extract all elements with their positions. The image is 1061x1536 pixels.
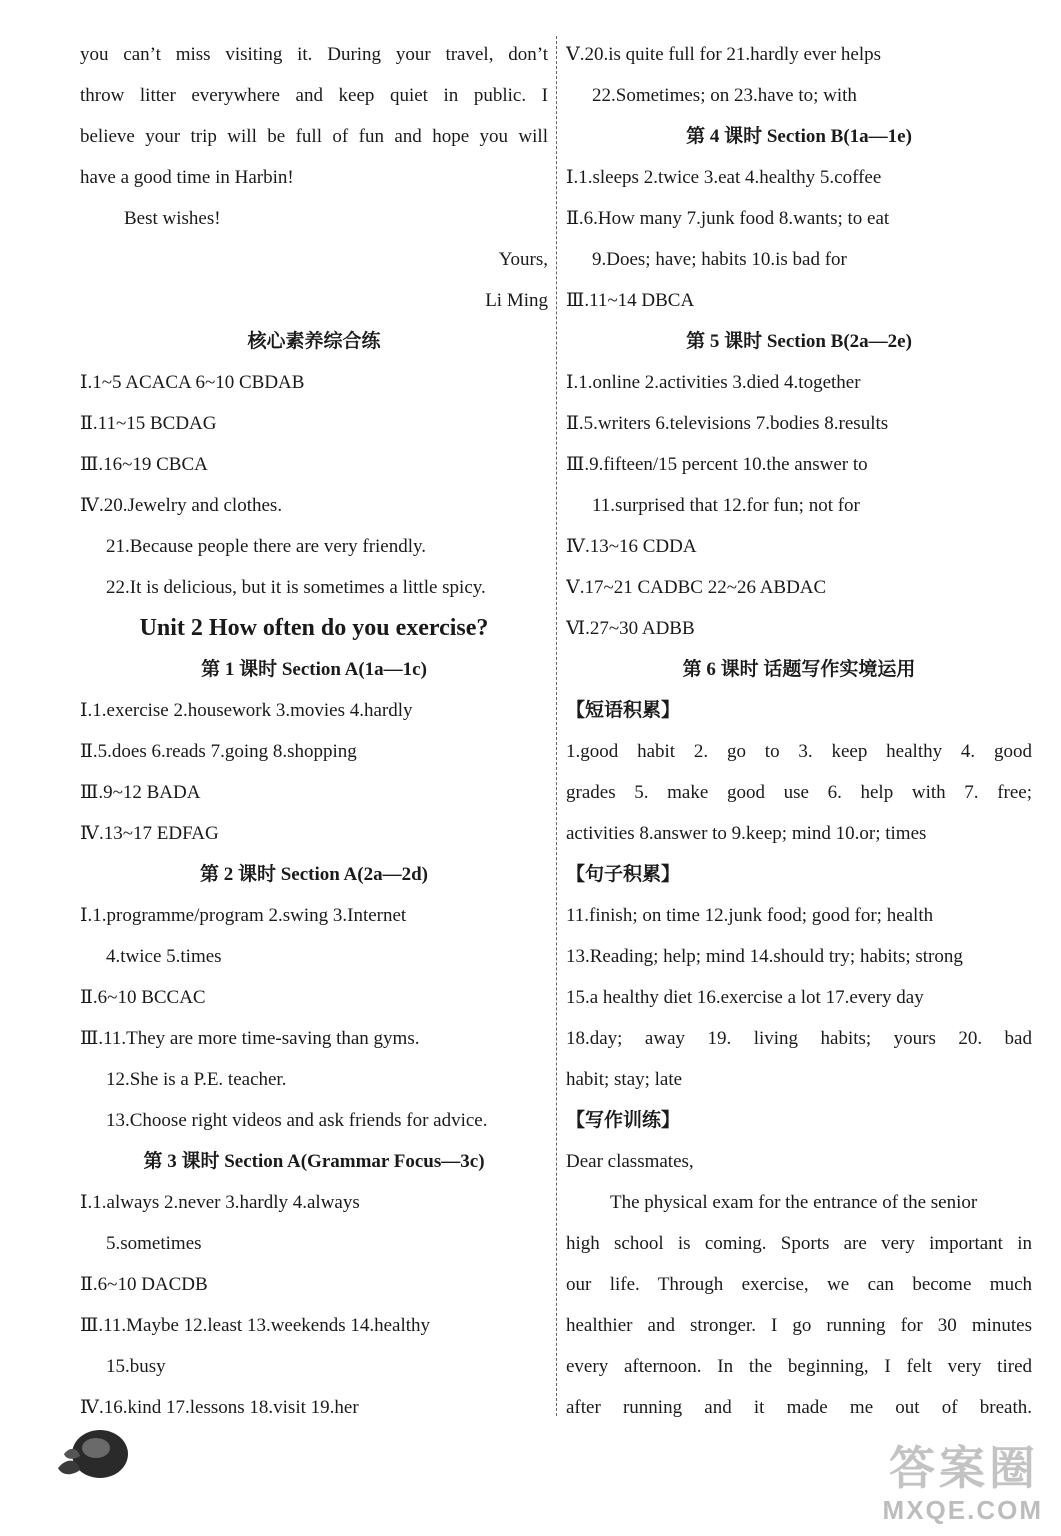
answer-line: 11.surprised that 12.for fun; not for [592,495,860,516]
watermark-logo-text: 答案圈 [889,1441,1039,1495]
answer-line: 21.Because people there are very friendly. [106,536,427,557]
answer-line: Ⅳ.16.kind 17.lessons 18.visit 19.her [80,1397,359,1418]
essay-line: healthier and stronger. I go running for 30 minutes [566,1315,1032,1336]
answer-line: 13.Reading; help; mind 14.should try; habits; strong [566,946,963,967]
answer-line: 4.twice 5.times [106,946,222,967]
answer-line: 12.She is a P.E. teacher. [106,1069,287,1090]
answer-line: Ⅰ.1.exercise 2.housework 3.movies 4.hardly [80,700,413,721]
lesson-heading: 第 3 课时 Section A(Grammar Focus—3c) [143,1151,485,1172]
answer-line: Ⅲ.16~19 CBCA [80,454,208,475]
answer-line: Ⅰ.1.sleeps 2.twice 3.eat 4.healthy 5.coffee [566,167,882,188]
answer-line: Ⅴ.17~21 CADBC 22~26 ABDAC [566,577,827,598]
essay-greeting: Dear classmates, [566,1151,694,1172]
answer-line: Ⅲ.11~14 DBCA [566,290,695,311]
answer-line: 1.good habit 2. go to 3. keep healthy 4. good [566,741,1032,762]
answer-line: Ⅴ.20.is quite full for 21.hardly ever helps [566,44,882,65]
answer-line: Ⅱ.5.does 6.reads 7.going 8.shopping [80,741,357,762]
answer-line: Ⅰ.1.programme/program 2.swing 3.Internet [80,905,407,926]
essay-line: after running and it made me out of breath. [566,1397,1032,1418]
answer-line: 11.finish; on time 12.junk food; good for; health [566,905,934,926]
page-ornament-icon [50,1418,132,1488]
letter-line: you can’t miss visiting it. During your travel, don’t [80,44,548,65]
answer-line: Ⅳ.20.Jewelry and clothes. [80,495,283,516]
letter-closing: Best wishes! [124,208,221,229]
answer-line: Ⅳ.13~17 EDFAG [80,823,219,844]
answer-line: habit; stay; late [566,1069,683,1090]
lesson-heading: 第 4 课时 Section B(1a—1e) [686,126,912,147]
answer-line: grades 5. make good use 6. help with 7. free; [566,782,1032,803]
answer-line: 15.busy [106,1356,166,1377]
right-column [566,34,1032,1428]
answer-line: 22.It is delicious, but it is sometimes a little spicy. [106,577,486,598]
subsection-label: 【句子积累】 [566,864,681,885]
lesson-heading: 第 1 课时 Section A(1a—1c) [201,659,427,680]
answer-line: Ⅲ.11.They are more time-saving than gyms. [80,1028,420,1049]
lesson-heading: 第 5 课时 Section B(2a—2e) [686,331,912,352]
left-column [80,34,548,1428]
answer-line: Ⅰ.1.online 2.activities 3.died 4.together [566,372,861,393]
answer-line: Ⅱ.11~15 BCDAG [80,413,217,434]
answer-line: 18.day; away 19. living habits; yours 20. bad [566,1028,1032,1049]
answer-line: 22.Sometimes; on 23.have to; with [592,85,857,106]
essay-line: our life. Through exercise, we can become much [566,1274,1032,1295]
answer-line: Ⅲ.9.fifteen/15 percent 10.the answer to [566,454,868,475]
column-divider [556,36,557,1416]
answer-line: Ⅱ.6.How many 7.junk food 8.wants; to eat [566,208,890,229]
answer-line: Ⅵ.27~30 ADBB [566,618,695,639]
letter-line: believe your trip will be full of fun and hope you will [80,126,548,147]
lesson-heading: 第 6 课时 话题写作实境运用 [682,659,916,680]
answer-line: 5.sometimes [106,1233,202,1254]
letter-line: have a good time in Harbin! [80,167,294,188]
letter-signoff: Yours, [498,249,548,270]
essay-line: every afternoon. In the beginning, I felt very tired [566,1356,1032,1377]
answer-line: Ⅳ.13~16 CDDA [566,536,697,557]
answer-line: 13.Choose right videos and ask friends for advice. [106,1110,488,1131]
answer-line: Ⅱ.6~10 DACDB [80,1274,208,1295]
answer-line: 9.Does; have; habits 10.is bad for [592,249,847,270]
answer-line: Ⅱ.5.writers 6.televisions 7.bodies 8.results [566,413,889,434]
letter-signature: Li Ming [485,290,548,311]
answer-line: Ⅲ.11.Maybe 12.least 13.weekends 14.healthy [80,1315,431,1336]
answer-line: Ⅰ.1~5 ACACA 6~10 CBDAB [80,372,305,393]
lesson-heading: 第 2 课时 Section A(2a—2d) [199,864,428,885]
letter-line: throw litter everywhere and keep quiet in public. I [80,85,548,106]
answer-line: Ⅰ.1.always 2.never 3.hardly 4.always [80,1192,360,1213]
unit-title: Unit 2 How often do you exercise? [139,615,489,641]
watermark-url: MXQE.COM [882,1495,1043,1525]
answer-line: Ⅲ.9~12 BADA [80,782,201,803]
subsection-label: 【写作训练】 [566,1110,681,1131]
answer-line: activities 8.answer to 9.keep; mind 10.or; times [566,823,927,844]
essay-line: The physical exam for the entrance of the senior [610,1192,978,1213]
subsection-label: 【短语积累】 [566,700,681,721]
answer-line: Ⅱ.6~10 BCCAC [80,987,206,1008]
watermark [853,1426,1043,1526]
answer-line: 15.a healthy diet 16.exercise a lot 17.every day [566,987,924,1008]
essay-line: high school is coming. Sports are very important in [566,1233,1032,1254]
section-heading: 核心素养综合练 [247,331,381,352]
